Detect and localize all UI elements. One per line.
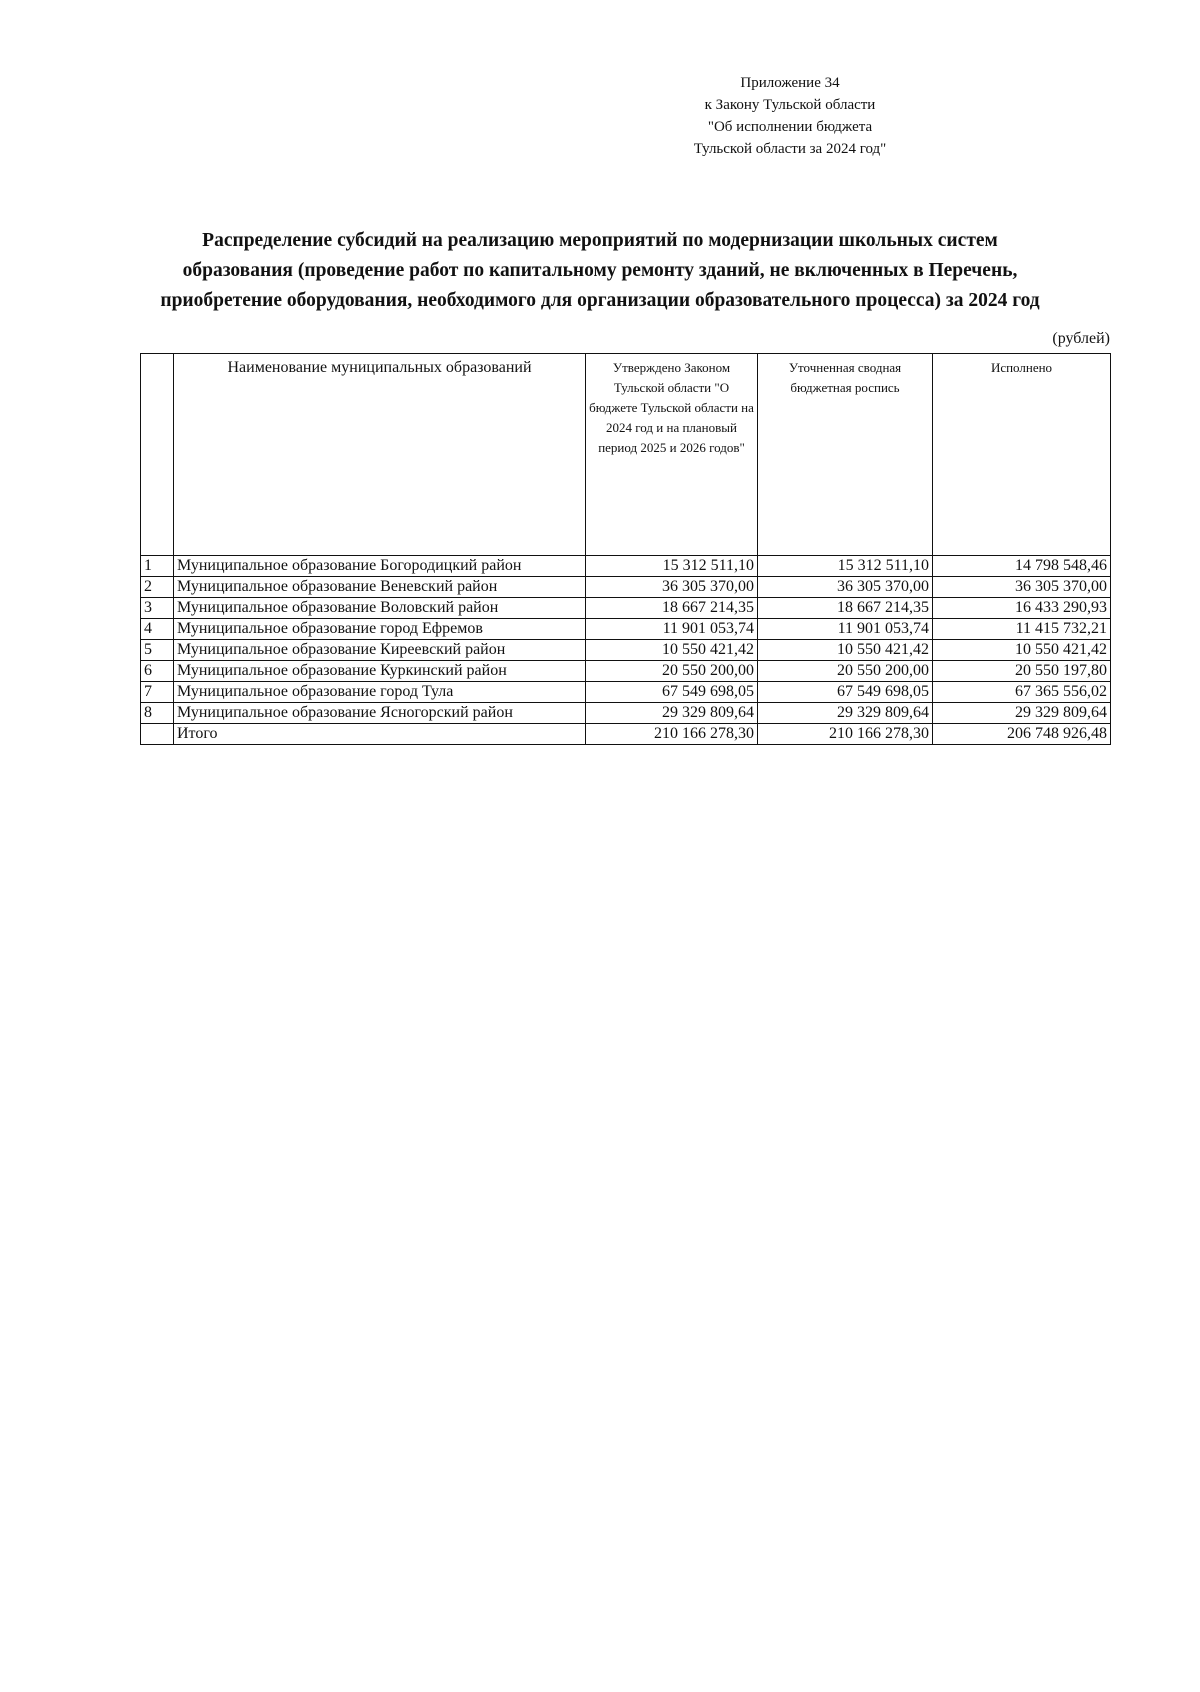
executed-amount: 11 415 732,21 [933,619,1111,640]
title-line: приобретение оборудования, необходимого для организации образовательного процесса) за 2024 год [160,290,1040,311]
appendix-line: Тульской области за 2024 год" [693,141,887,157]
title-line: образования (проведение работ по капитальному ремонту зданий, не включенных в Перечень, [182,260,1018,281]
approved-amount: 10 550 421,42 [586,640,758,661]
executed-amount: 14 798 548,46 [933,556,1111,577]
approved-amount: 20 550 200,00 [586,661,758,682]
approved-amount: 15 312 511,10 [586,556,758,577]
municipality-name: Муниципальное образование Куркинский район [174,661,586,682]
table-row [141,577,1111,598]
table-row [141,661,1111,682]
refined-amount: 15 312 511,10 [758,556,933,577]
title-line: Распределение субсидий на реализацию мероприятий по модернизации школьных систем [202,230,998,251]
executed-amount: 10 550 421,42 [933,640,1111,661]
municipality-name: Муниципальное образование Богородицкий район [174,556,586,577]
row-number: 7 [141,682,174,703]
table-row [141,703,1111,724]
executed-amount: 29 329 809,64 [933,703,1111,724]
municipality-name: Муниципальное образование Веневский район [174,577,586,598]
row-number: 3 [141,598,174,619]
refined-amount: 36 305 370,00 [758,577,933,598]
municipality-name: Муниципальное образование Воловский район [174,598,586,619]
approved-amount: 67 549 698,05 [586,682,758,703]
refined-amount: 29 329 809,64 [758,703,933,724]
row-number: 1 [141,556,174,577]
municipality-name: Муниципальное образование город Тула [174,682,586,703]
total-number [141,724,174,745]
municipality-name: Муниципальное образование Ясногорский район [174,703,586,724]
refined-amount: 10 550 421,42 [758,640,933,661]
approved-amount: 36 305 370,00 [586,577,758,598]
row-number: 6 [141,661,174,682]
document-title [120,226,1080,316]
subsidy-table [140,353,1111,745]
executed-amount: 67 365 556,02 [933,682,1111,703]
executed-amount: 16 433 290,93 [933,598,1111,619]
municipality-name: Муниципальное образование Киреевский район [174,640,586,661]
header-executed: Исполнено [933,354,1111,556]
table-total-row [141,724,1111,745]
total-approved-amount: 210 166 278,30 [586,724,758,745]
refined-amount: 20 550 200,00 [758,661,933,682]
appendix-line: Приложение 34 [740,75,840,91]
table-row [141,598,1111,619]
table-header-row [141,354,1111,556]
header-name: Наименование муниципальных образований [174,354,586,556]
total-executed-amount: 206 748 926,48 [933,724,1111,745]
appendix-line: к Закону Тульской области [704,97,876,113]
table-row [141,640,1111,661]
appendix-reference [630,72,950,160]
table-row [141,619,1111,640]
executed-amount: 20 550 197,80 [933,661,1111,682]
municipality-name: Муниципальное образование город Ефремов [174,619,586,640]
row-number: 5 [141,640,174,661]
appendix-line: "Об исполнении бюджета [707,119,873,135]
header-refined: Уточненная сводная бюджетная роспись [758,354,933,556]
refined-amount: 67 549 698,05 [758,682,933,703]
table-row [141,682,1111,703]
approved-amount: 29 329 809,64 [586,703,758,724]
header-number [141,354,174,556]
refined-amount: 18 667 214,35 [758,598,933,619]
row-number: 8 [141,703,174,724]
total-label: Итого [174,724,586,745]
row-number: 4 [141,619,174,640]
header-approved: Утверждено Законом Тульской области "О бюджете Тульской области на 2024 год и на плановый период 2025 и 2026 годов" [586,354,758,556]
approved-amount: 11 901 053,74 [586,619,758,640]
executed-amount: 36 305 370,00 [933,577,1111,598]
total-refined-amount: 210 166 278,30 [758,724,933,745]
approved-amount: 18 667 214,35 [586,598,758,619]
table-row [141,556,1111,577]
units-label: (рублей) [1052,330,1110,347]
refined-amount: 11 901 053,74 [758,619,933,640]
row-number: 2 [141,577,174,598]
